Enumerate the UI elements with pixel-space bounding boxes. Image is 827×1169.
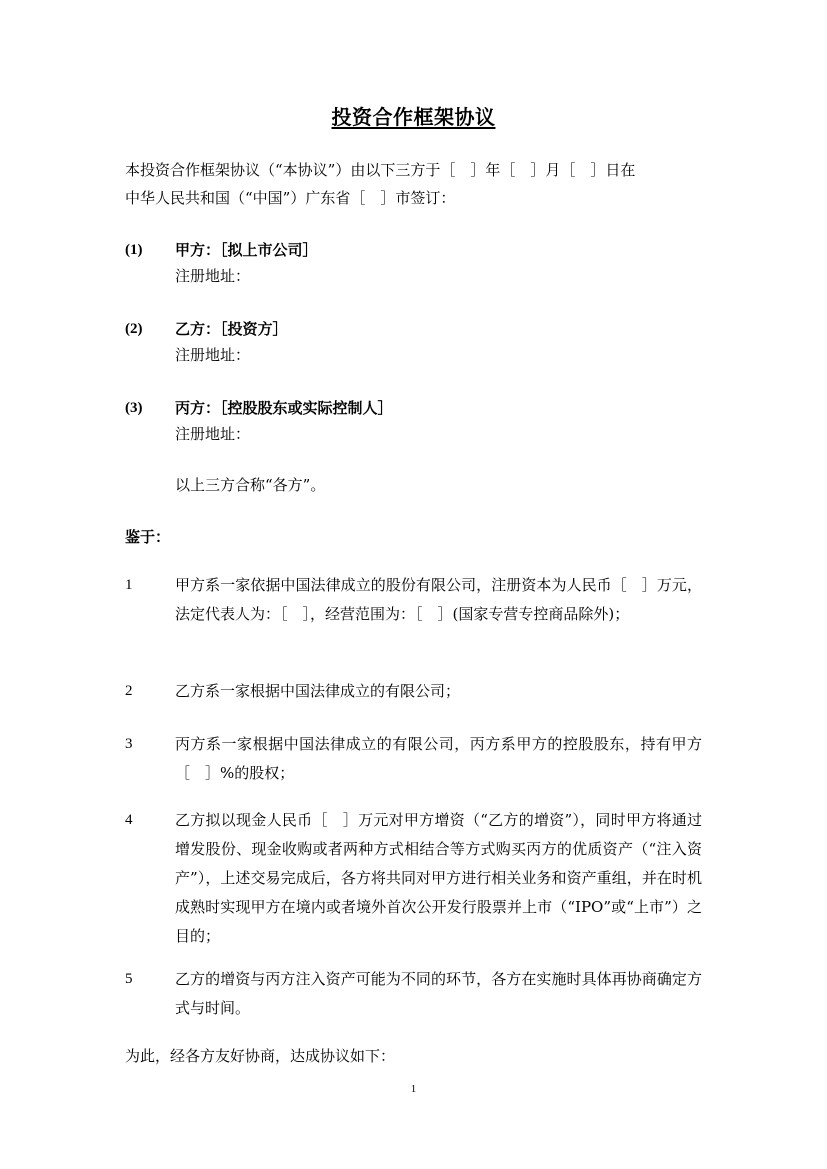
item-number: 5 [125, 971, 133, 987]
party-number: (3) [125, 400, 143, 416]
party-name: 丙方：［控股股东或实际控制人］ [175, 399, 393, 417]
item-number: 1 [125, 577, 133, 593]
intro-line-1: 本投资合作框架协议（“本协议”）由以下三方于［ ］年［ ］月［ ］日在 [125, 161, 636, 179]
party-address: 注册地址： [175, 425, 251, 443]
item-text: 丙方系一家根据中国法律成立的有限公司，丙方系甲方的控股股东，持有甲方［ ］%的股权； [175, 735, 702, 782]
party-name: 乙方：［投资方］ [175, 320, 288, 338]
collective-definition: 以上三方合称“各方”。 [175, 476, 326, 494]
item-text: 乙方的增资与丙方注入资产可能为不同的环节，各方在实施时具体再协商确定方式与时间。 [175, 970, 702, 1017]
party-address: 注册地址： [175, 346, 251, 364]
document-title: 投资合作框架协议 [331, 105, 496, 129]
item-text: 乙方拟以现金人民币［ ］万元对甲方增资（“乙方的增资”），同时甲方将通过增发股份、现金收购或者两种方式相结合等方式购买丙方的优质资产（“注入资产”），上述交易完成后，各方将共同对甲方进行相关业务和资产重组，并在时机成熟时实现甲方在境内或者境外首次公开发行股票并上市（“IPO”或“上市”）之目的； [175, 811, 702, 945]
closing-statement: 为此，经各方友好协商，达成协议如下： [125, 1047, 396, 1065]
party-number: (1) [125, 242, 143, 258]
item-number: 4 [125, 812, 133, 828]
page-number: 1 [410, 1083, 417, 1095]
item-number: 2 [125, 683, 133, 699]
item-text: 甲方系一家依据中国法律成立的股份有限公司，注册资本为人民币［ ］万元，法定代表人为：［ ］，经营范围为：［ ］(国家专营专控商品除外)； [175, 576, 702, 623]
party-address: 注册地址： [175, 267, 251, 285]
intro-line-2: 中华人民共和国（“中国”）广东省［ ］市签订： [125, 189, 456, 207]
item-number: 3 [125, 736, 133, 752]
whereas-heading: 鉴于： [125, 528, 171, 546]
party-number: (2) [125, 321, 143, 337]
party-name: 甲方：［拟上市公司］ [175, 241, 318, 259]
item-text: 乙方系一家根据中国法律成立的有限公司； [175, 682, 461, 700]
